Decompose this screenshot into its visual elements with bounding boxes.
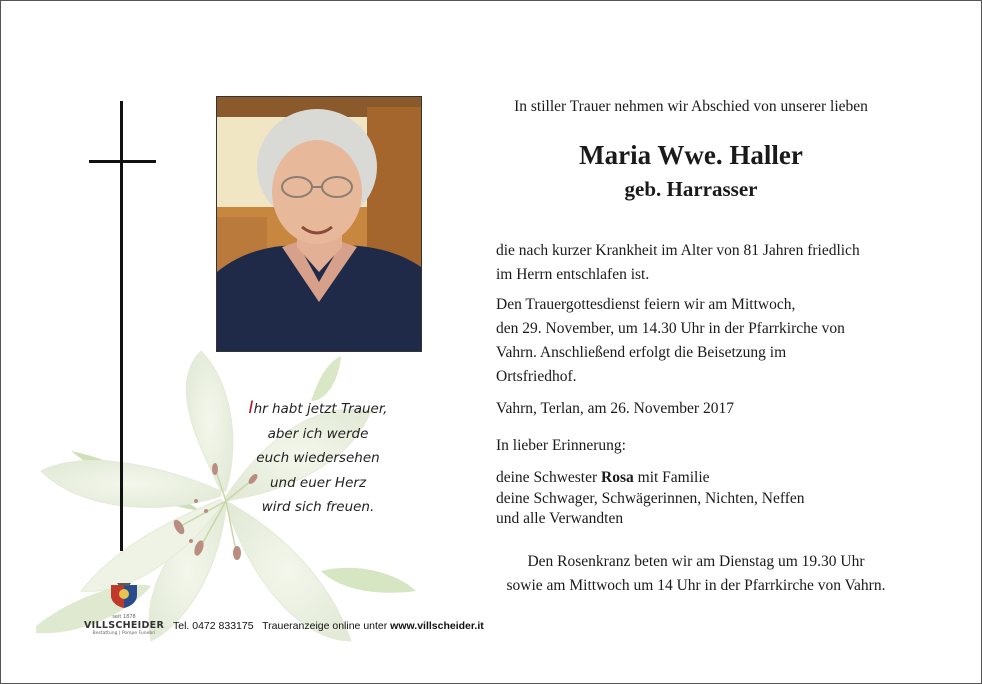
place-date: Vahrn, Terlan, am 26. November 2017 [496, 400, 734, 417]
contact-line [173, 620, 484, 632]
contact-online-text: Traueranzeige online unter [262, 620, 388, 632]
death-paragraph: die nach kurzer Krankheit im Alter von 81 Jahren friedlich im Herrn entschlafen ist. [496, 242, 860, 283]
mourner-inlaws: deine Schwager, Schwägerinnen, Nichten, Neffen [496, 489, 805, 507]
maiden-name: geb. Harrasser [624, 177, 758, 201]
rosary-paragraph: Den Rosenkranz beten wir am Dienstag um 19.30 Uhr sowie am Mittwoch um 14 Uhr in der Pfarrkirche von Vahrn. [506, 553, 886, 594]
poem-line-1: Ihr habt jetzt Trauer, [248, 398, 388, 418]
crest-icon [107, 581, 141, 609]
funeral-home-logo [84, 581, 164, 636]
notice-intro: In stiller Trauer nehmen wir Abschied von unserer lieben [514, 98, 868, 115]
mourner-relatives: und alle Verwandten [496, 510, 624, 527]
contact-website-link[interactable]: www.villscheider.it [390, 620, 484, 632]
poem-initial: I [248, 398, 254, 418]
memory-heading: In lieber Erinnerung: [496, 437, 626, 454]
service-paragraph: Den Trauergottesdienst feiern wir am Mittwoch, den 29. November, um 14.30 Uhr in der Pfarrkirche von Vahrn. Anschließend erfolgt die Beisetzung im Ortsfriedhof. [496, 296, 845, 385]
poem-line-5: wird sich freuen. [261, 499, 375, 515]
cross-vertical-bar [120, 101, 123, 551]
logo-since: seit 1878 [112, 614, 136, 620]
cross-horizontal-bar [89, 160, 156, 163]
portrait-photo [216, 96, 422, 352]
poem-line-3: euch wiedersehen [256, 450, 380, 466]
memorial-poem [233, 396, 403, 520]
logo-brand: VILLSCHEIDER [84, 620, 165, 631]
mourners-list [496, 468, 896, 530]
contact-phone: Tel. 0472 833175 [173, 620, 254, 632]
poem-line-4: und euer Herz [269, 474, 367, 491]
poem-line-2: aber ich werde [267, 425, 369, 442]
mourner-sister: deine Schwester Rosa mit Familie [496, 469, 710, 486]
logo-subtitle: Bestattung | Pompe Funebri [92, 631, 156, 636]
deceased-name: Maria Wwe. Haller [579, 140, 803, 170]
